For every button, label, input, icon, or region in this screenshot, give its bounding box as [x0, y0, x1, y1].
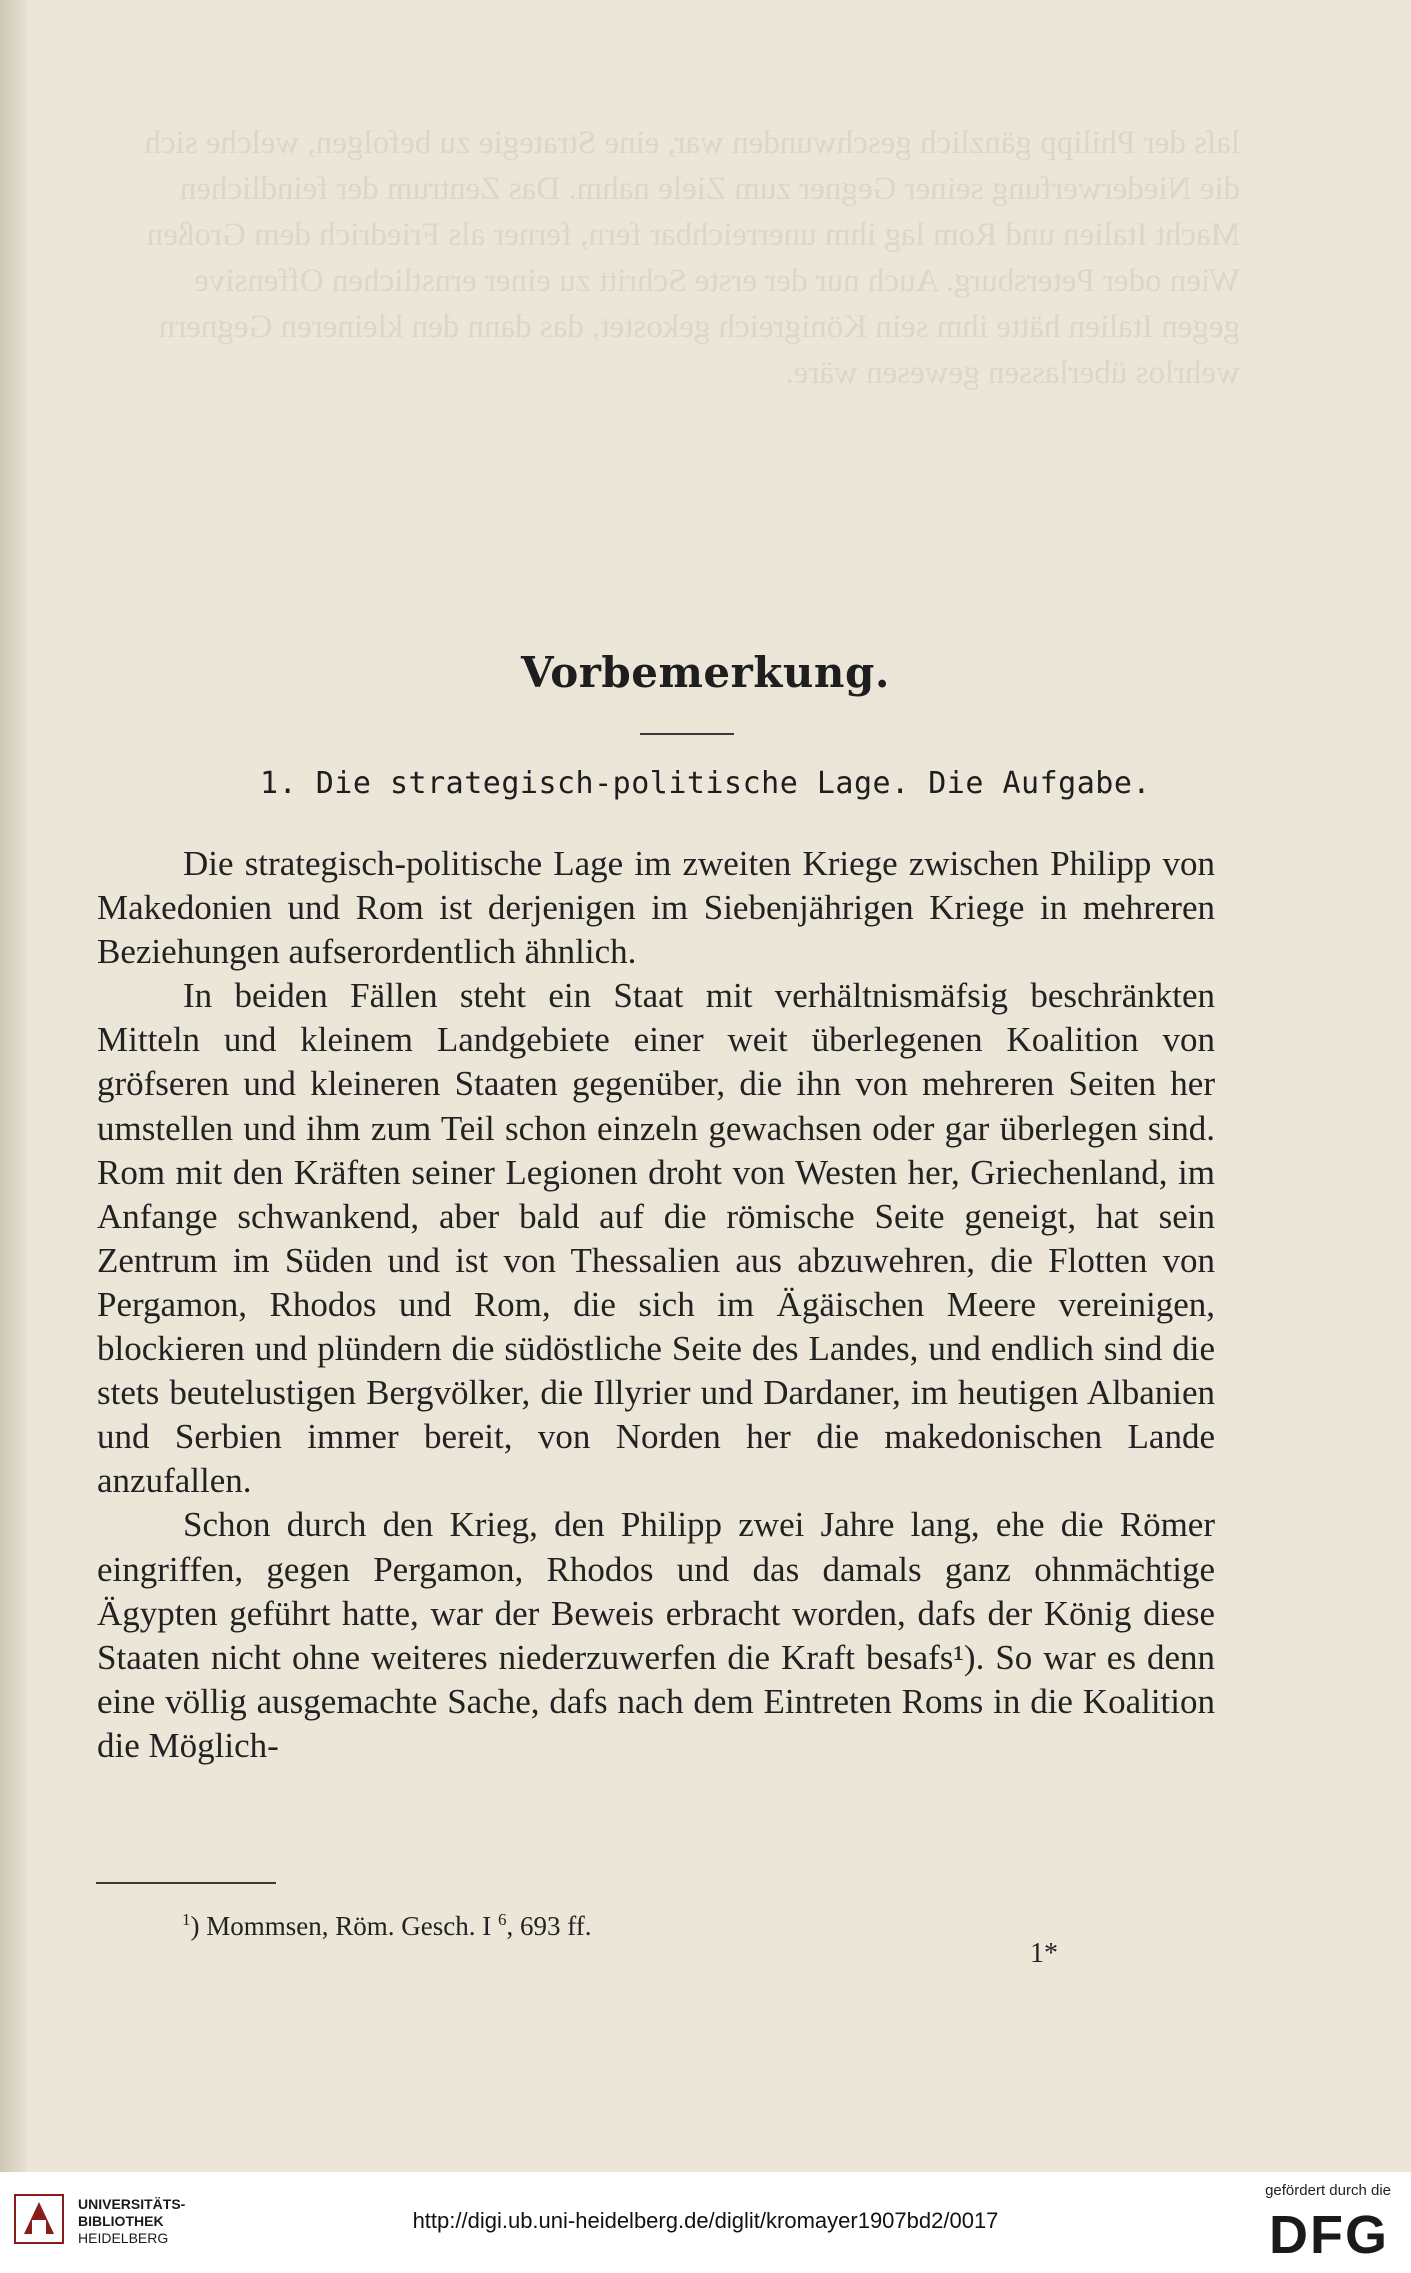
- institution-line-3: HEIDELBERG: [78, 2230, 169, 2246]
- footnote-edition: 6: [497, 1910, 507, 1929]
- footnote-marker: 1: [182, 1910, 191, 1929]
- footnote-divider: [96, 1882, 276, 1884]
- page-title: Vorbemerkung.: [521, 648, 890, 697]
- footnote-pages: , 693 ff.: [506, 1911, 592, 1941]
- funded-by-label: gefördert durch die: [1265, 2182, 1391, 2199]
- paragraph-2: In beiden Fällen steht ein Staat mit verhältnismäfsig beschränkten Mitteln und kleinem Landgebiete einer weit überlegenen Koalition von gröfseren und kleineren Staaten gegenüber, die ihn von mehreren Seiten her umstellen und ihm zum Teil schon einzeln gewachsen oder gar überlegen sind. Rom mit den Kräften seiner Legionen droht von Westen her, Griechenland, im Anfange schwankend, aber bald auf die römische Seite geneigt, hat sein Zentrum im Süden und ist von Thessalien aus abzuwehren, die Flotten von Pergamon, Rhodos und Rom, die sich im Ägäischen Meere vereinigen, blockieren und plündern die südöstliche Seite des Landes, und endlich sind die stets beutelustigen Bergvölker, die Illyrier und Dardaner, im heutigen Albanien und Serbien immer bereit, von Norden her die makedonischen Lande anzufallen.: [97, 976, 1215, 1501]
- page-binding-edge: [0, 0, 26, 2172]
- paragraph-3: Schon durch den Krieg, den Philipp zwei Jahre lang, ehe die Römer eingriffen, gegen Pergamon, Rhodos und das damals ganz ohnmächtige Ägypten geführt hatte, war der Beweis erbracht worden, dafs der König diese Staaten nicht ohne weiteres niederzuwerfen die Kraft besafs¹). So war es denn eine völlig ausgemachte Sache, dafs nach dem Eintreten Roms in die Koalition die Möglich-: [97, 1505, 1215, 1765]
- institution-line-1: UNIVERSITÄTS-: [78, 2196, 186, 2212]
- permalink[interactable]: http://digi.ub.uni-heidelberg.de/diglit/kromayer1907bd2/0017: [412, 2208, 999, 2233]
- paragraph-1: Die strategisch-politische Lage im zweiten Kriege zwischen Philipp von Makedonien und Rom ist derjenigen im Siebenjährigen Kriege in mehreren Beziehungen aufserordentlich ähnlich.: [97, 844, 1215, 972]
- show-through-text: laſs der Philipp gänzlich geschwunden war, eine Strategie zu befolgen, welche sich die Niederwerfung seiner Gegner zum Ziele nahm. Das Zentrum der feindlichen Macht Italien und Rom lag ihm unerreichbar fern, ferner als Friedrich dem Großen Wien oder Petersburg. Auch nur der erste Schritt zu einer ernstlichen Offensive gegen Italien hätte ihm sein Königreich gekostet, das dann den kleineren Gegnern wehrlos überlassen gewesen wäre.: [144, 125, 1240, 391]
- footnote-text: ) Mommsen, Röm. Gesch. I: [190, 1911, 498, 1941]
- section-heading: 1. Die strategisch-politische Lage. Die Aufgabe.: [260, 766, 1151, 801]
- body-text: [97, 842, 1215, 1768]
- footnote: [182, 1910, 591, 1942]
- footer-bar: [0, 2172, 1411, 2273]
- printer-signature: 1*: [1030, 1938, 1058, 1969]
- title-divider: [640, 733, 734, 735]
- dfg-logo-icon: DFG: [1269, 2205, 1389, 2265]
- institution-line-2: BIBLIOTHEK: [78, 2213, 164, 2229]
